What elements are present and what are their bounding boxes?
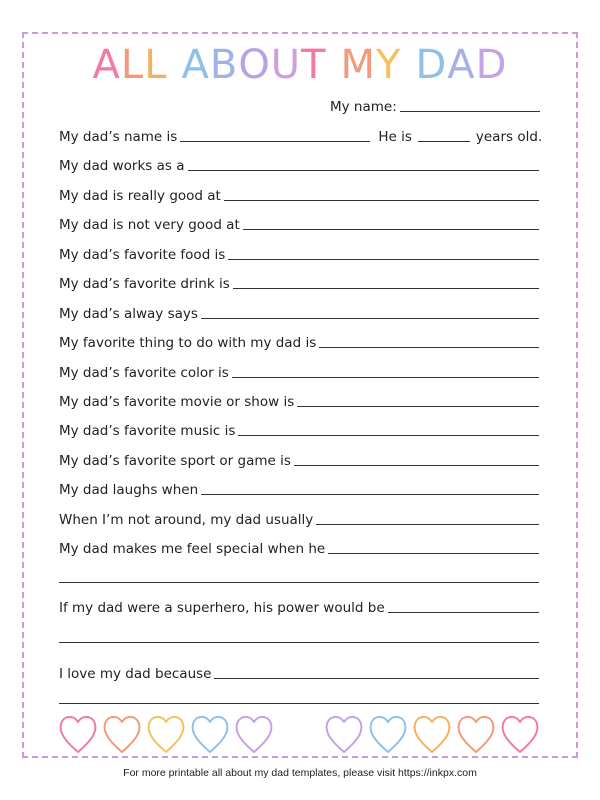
prompt-label: My dad’s favorite music is	[59, 423, 236, 439]
love-blank[interactable]	[214, 678, 539, 679]
title-letter: A	[447, 42, 476, 88]
title-letter: D	[415, 42, 448, 88]
prompt-row	[59, 241, 539, 263]
prompt-label: My dad makes me feel special when he	[59, 541, 326, 557]
heart-icon	[102, 712, 142, 756]
title-letter: O	[238, 42, 271, 88]
title-letter: L	[144, 42, 168, 88]
superhero-row	[59, 594, 539, 616]
age-blank[interactable]	[418, 141, 470, 142]
heart-icon	[324, 712, 364, 756]
prompt-label: My dad’s favorite drink is	[59, 276, 230, 292]
my-name-blank[interactable]	[400, 111, 540, 112]
prompt-row	[59, 300, 539, 322]
page-title	[0, 40, 600, 90]
title-letter: Y	[376, 42, 402, 88]
my-name-row	[330, 93, 540, 115]
prompt-label: My dad’s favorite color is	[59, 365, 229, 381]
prompt-label: My dad works as a	[59, 158, 185, 174]
prompt-label: When I’m not around, my dad usually	[59, 512, 314, 528]
answer-blank[interactable]	[224, 200, 539, 201]
prompt-row	[59, 388, 539, 410]
answer-blank[interactable]	[319, 347, 539, 348]
prompt-label: My dad is not very good at	[59, 217, 240, 233]
title-letter: D	[475, 42, 508, 88]
superhero-blank[interactable]	[388, 612, 539, 613]
answer-blank[interactable]	[297, 406, 539, 407]
answer-blank[interactable]	[316, 524, 539, 525]
prompt-label: My dad’s favorite food is	[59, 247, 226, 263]
prompt-row	[59, 270, 539, 292]
heart-icon	[368, 712, 408, 756]
prompt-row	[59, 152, 539, 174]
prompt-row	[59, 417, 539, 439]
heart-icon	[146, 712, 186, 756]
answer-blank[interactable]	[201, 318, 539, 319]
prompt-label: My dad laughs when	[59, 482, 199, 498]
prompt-label: My favorite thing to do with my dad is	[59, 335, 317, 351]
prompt-label: My dad’s alway says	[59, 306, 198, 322]
answer-blank[interactable]	[232, 377, 539, 378]
prompt-label: My dad’s favorite sport or game is	[59, 453, 291, 469]
answer-blank[interactable]	[238, 435, 539, 436]
extra-answer-line[interactable]	[59, 703, 539, 704]
title-letter: B	[209, 42, 239, 88]
dad-name-row	[59, 123, 543, 145]
dad-name-label: My dad’s name is	[59, 129, 178, 145]
heart-icon	[58, 712, 98, 756]
dad-name-blank[interactable]	[180, 141, 370, 142]
extra-answer-line[interactable]	[59, 642, 539, 643]
prompt-row	[59, 329, 539, 351]
prompt-row	[59, 535, 539, 557]
years-old-label: years old.	[475, 129, 543, 145]
heart-icon	[234, 712, 274, 756]
title-letter: M	[340, 42, 377, 88]
love-row	[59, 660, 539, 682]
answer-blank[interactable]	[243, 229, 539, 230]
answer-blank[interactable]	[188, 170, 540, 171]
prompt-row	[59, 359, 539, 381]
title-letter: T	[301, 42, 327, 88]
prompt-label: My dad’s favorite movie or show is	[59, 394, 295, 410]
prompt-label: My dad is really good at	[59, 188, 221, 204]
title-letter: A	[92, 42, 121, 88]
footer-note: For more printable all about my dad templates, please visit https://inkpx.com	[123, 767, 477, 779]
heart-icon	[190, 712, 230, 756]
extra-answer-line[interactable]	[59, 582, 539, 583]
age-label: He is	[378, 129, 412, 145]
prompt-row	[59, 182, 539, 204]
prompt-row	[59, 211, 539, 233]
love-label: I love my dad because	[59, 666, 212, 682]
answer-blank[interactable]	[294, 465, 539, 466]
answer-blank[interactable]	[201, 494, 539, 495]
answer-blank[interactable]	[328, 553, 539, 554]
my-name-label: My name:	[330, 99, 397, 115]
title-letter: A	[181, 42, 210, 88]
hearts-row	[58, 712, 548, 762]
prompt-row	[59, 506, 539, 528]
title-letter: L	[120, 42, 145, 88]
prompt-row	[59, 447, 539, 469]
answer-blank[interactable]	[233, 288, 539, 289]
superhero-label: If my dad were a superhero, his power would be	[59, 600, 385, 616]
heart-icon	[500, 712, 540, 756]
answer-blank[interactable]	[228, 259, 539, 260]
prompt-row	[59, 476, 539, 498]
heart-icon	[412, 712, 452, 756]
heart-icon	[456, 712, 496, 756]
title-letter: U	[270, 42, 302, 88]
